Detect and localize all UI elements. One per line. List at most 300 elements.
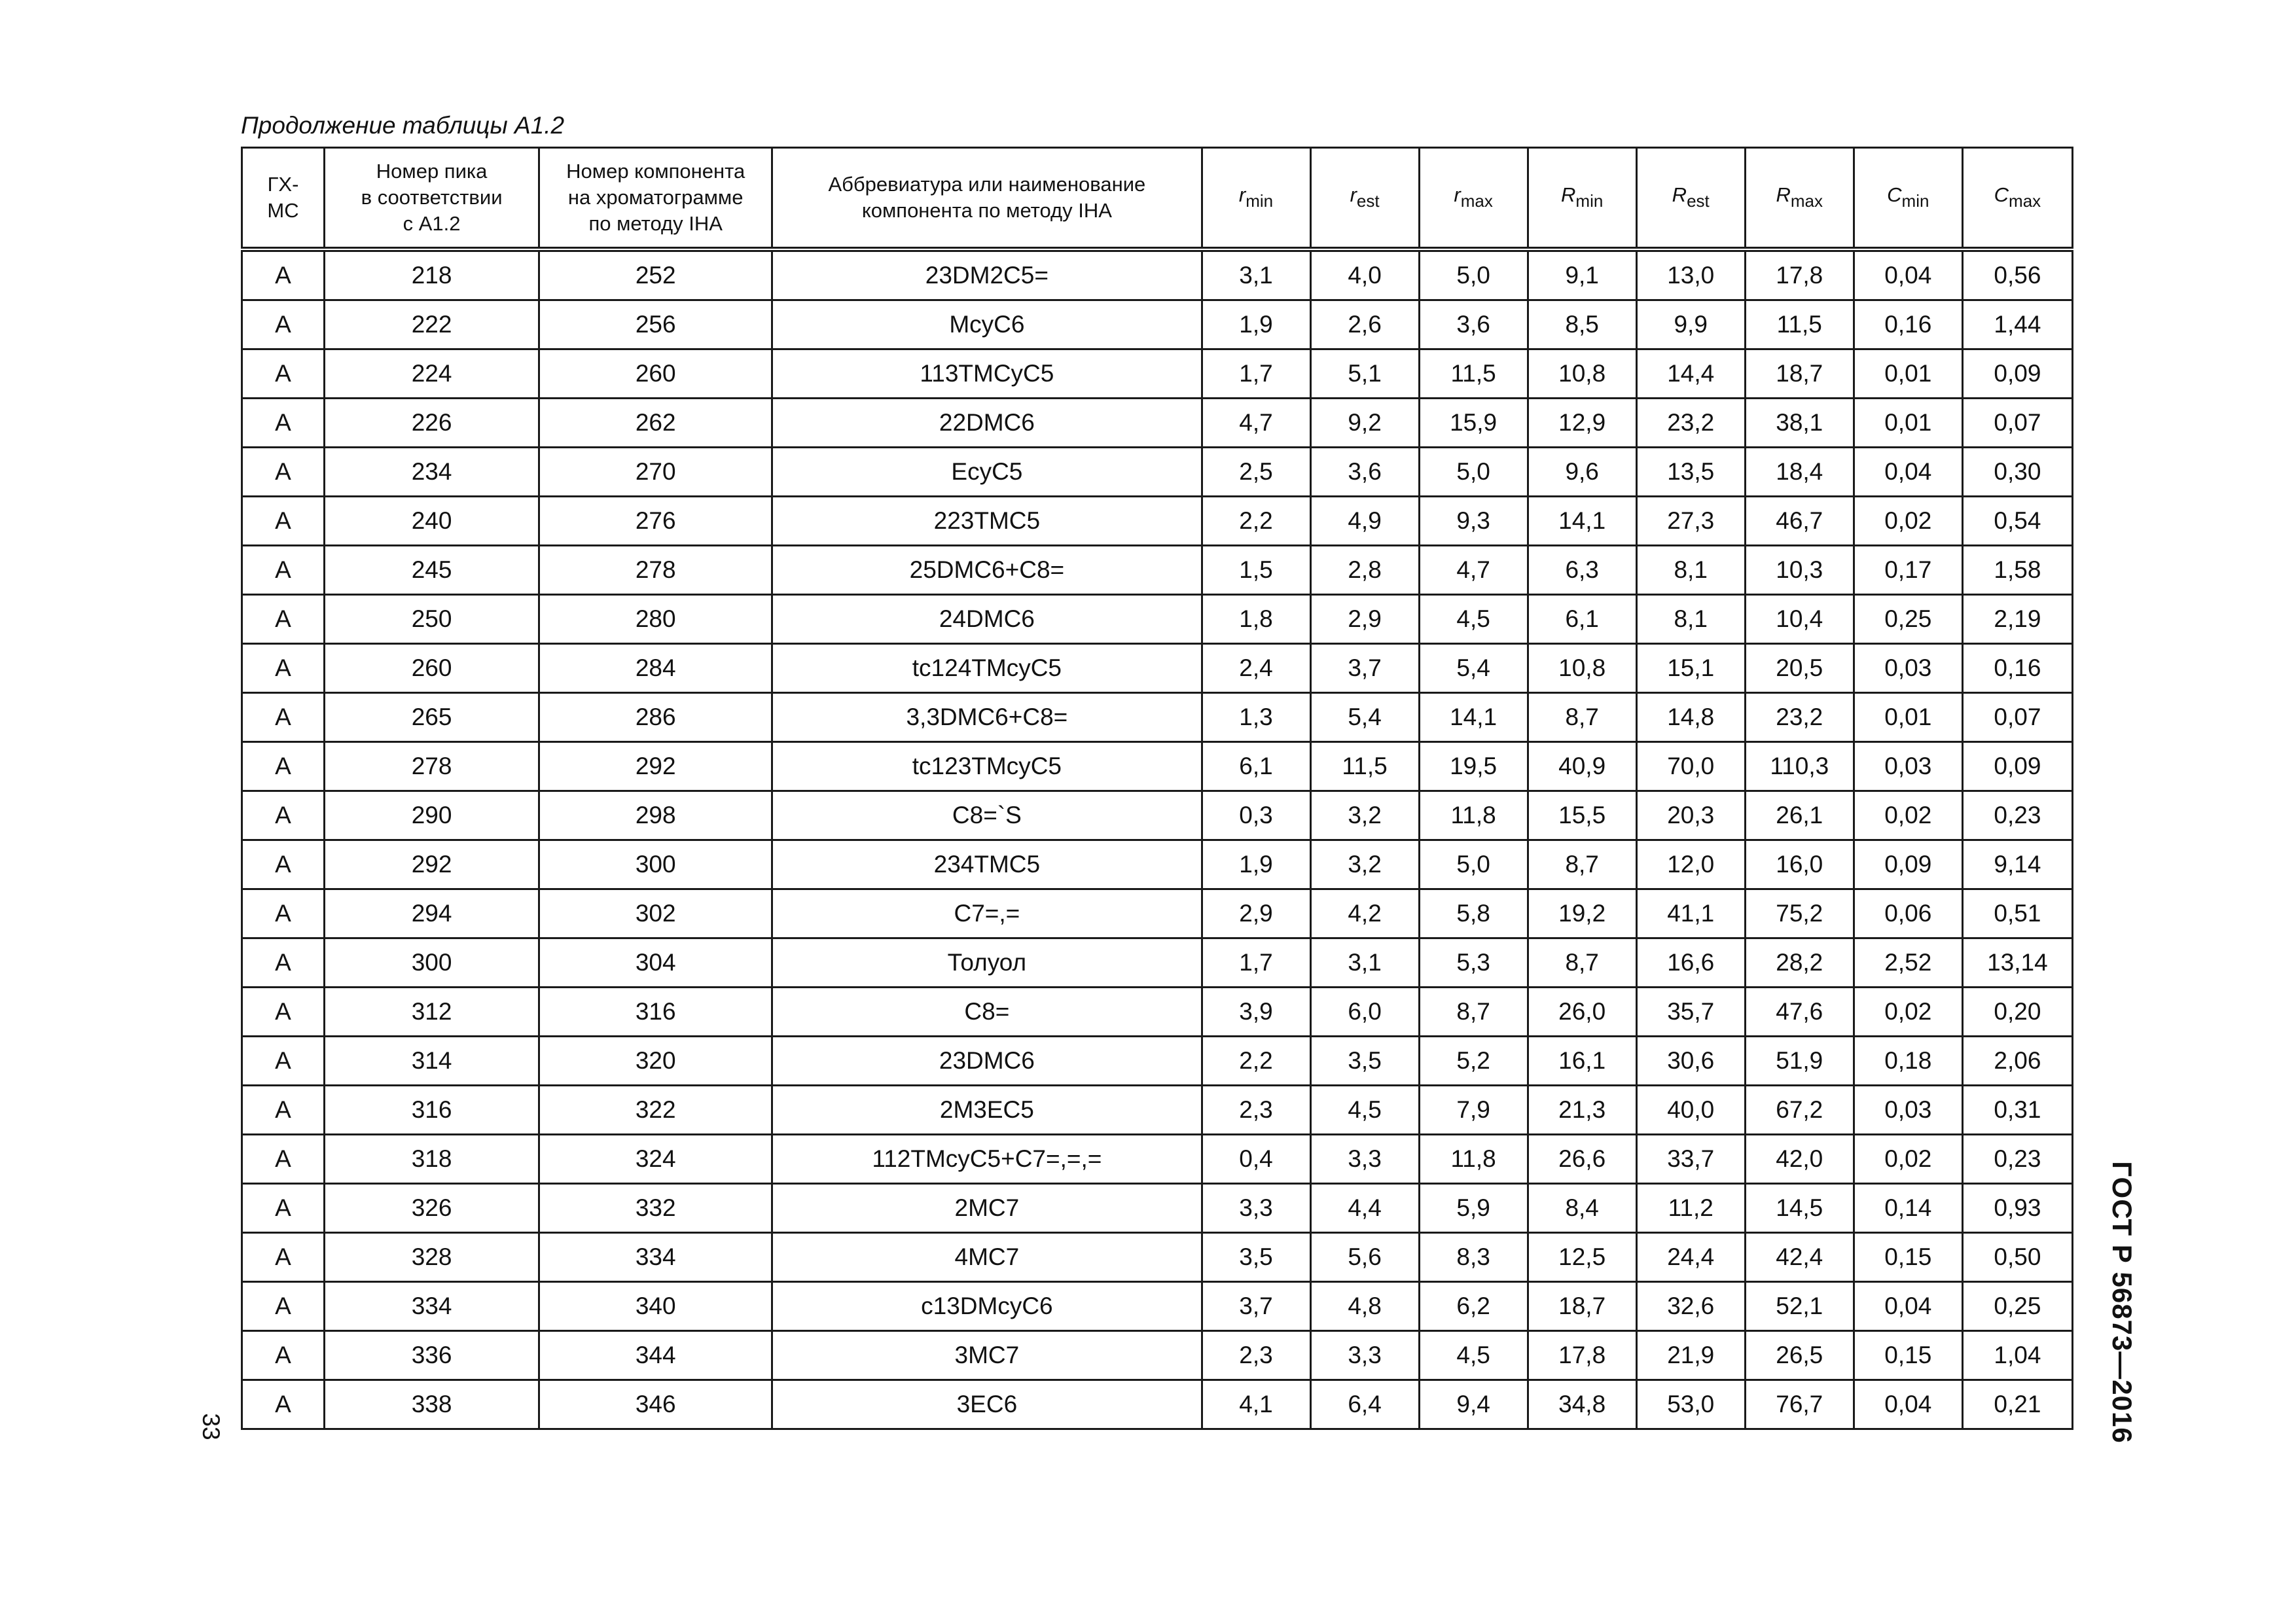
cell-abbreviation: 25DMC6+C8=	[772, 546, 1202, 595]
cell-component-number: 292	[539, 742, 772, 791]
cell-gcms: А	[242, 595, 325, 644]
cell-r-min: 2,5	[1202, 448, 1310, 497]
cell-peak-number: 260	[325, 644, 539, 693]
table-body	[242, 249, 2073, 1429]
cell-R-min: 12,9	[1528, 399, 1636, 448]
table-row	[242, 693, 2073, 742]
cell-r-max: 5,0	[1419, 249, 1528, 300]
cell-r-min: 1,7	[1202, 349, 1310, 399]
cell-peak-number: 338	[325, 1380, 539, 1429]
cell-C-max: 0,31	[1962, 1086, 2072, 1135]
cell-R-max: 110,3	[1745, 742, 1854, 791]
cell-component-number: 262	[539, 399, 772, 448]
cell-abbreviation: 223TMC5	[772, 497, 1202, 546]
cell-R-est: 30,6	[1636, 1037, 1745, 1086]
cell-C-max: 0,23	[1962, 791, 2072, 840]
cell-r-min: 1,8	[1202, 595, 1310, 644]
cell-r-min: 3,9	[1202, 988, 1310, 1037]
cell-R-max: 38,1	[1745, 399, 1854, 448]
cell-C-max: 0,30	[1962, 448, 2072, 497]
table-row	[242, 448, 2073, 497]
cell-r-max: 5,9	[1419, 1184, 1528, 1233]
table-row	[242, 546, 2073, 595]
cell-r-min: 3,3	[1202, 1184, 1310, 1233]
cell-peak-number: 265	[325, 693, 539, 742]
cell-gcms: А	[242, 791, 325, 840]
cell-R-min: 8,7	[1528, 840, 1636, 889]
cell-C-max: 0,50	[1962, 1233, 2072, 1282]
cell-R-max: 51,9	[1745, 1037, 1854, 1086]
cell-R-min: 16,1	[1528, 1037, 1636, 1086]
cell-R-est: 23,2	[1636, 399, 1745, 448]
cell-component-number: 344	[539, 1331, 772, 1380]
table-row	[242, 1233, 2073, 1282]
cell-R-min: 6,1	[1528, 595, 1636, 644]
cell-abbreviation: 4MC7	[772, 1233, 1202, 1282]
cell-r-max: 4,7	[1419, 546, 1528, 595]
cell-peak-number: 234	[325, 448, 539, 497]
cell-abbreviation: 23DM2C5=	[772, 249, 1202, 300]
cell-R-est: 14,8	[1636, 693, 1745, 742]
cell-peak-number: 222	[325, 300, 539, 349]
cell-R-max: 17,8	[1745, 249, 1854, 300]
cell-gcms: А	[242, 1282, 325, 1331]
cell-R-min: 40,9	[1528, 742, 1636, 791]
header-R-min: $R_{min}$	[1528, 148, 1636, 250]
cell-C-max: 0,16	[1962, 644, 2072, 693]
header-gcms: ГХ- МС	[242, 148, 325, 250]
cell-r-est: 4,8	[1310, 1282, 1419, 1331]
cell-r-min: 1,5	[1202, 546, 1310, 595]
cell-R-max: 11,5	[1745, 300, 1854, 349]
cell-r-max: 14,1	[1419, 693, 1528, 742]
cell-abbreviation: 234TMC5	[772, 840, 1202, 889]
header-component-number: Номер компонента на хроматограмме по методу IHA	[539, 148, 772, 250]
cell-component-number: 316	[539, 988, 772, 1037]
cell-R-max: 18,4	[1745, 448, 1854, 497]
cell-component-number: 286	[539, 693, 772, 742]
cell-component-number: 278	[539, 546, 772, 595]
cell-C-max: 0,56	[1962, 249, 2072, 300]
cell-C-max: 0,09	[1962, 742, 2072, 791]
cell-r-min: 0,3	[1202, 791, 1310, 840]
table-row	[242, 349, 2073, 399]
cell-C-min: 2,52	[1854, 938, 1962, 988]
cell-C-min: 0,18	[1854, 1037, 1962, 1086]
cell-r-max: 9,3	[1419, 497, 1528, 546]
cell-R-max: 16,0	[1745, 840, 1854, 889]
cell-r-min: 4,1	[1202, 1380, 1310, 1429]
cell-peak-number: 326	[325, 1184, 539, 1233]
header-peak-number: Номер пика в соответствии с А1.2	[325, 148, 539, 250]
cell-R-min: 34,8	[1528, 1380, 1636, 1429]
cell-R-max: 14,5	[1745, 1184, 1854, 1233]
cell-r-est: 4,9	[1310, 497, 1419, 546]
cell-C-max: 0,25	[1962, 1282, 2072, 1331]
cell-C-min: 0,01	[1854, 399, 1962, 448]
cell-component-number: 260	[539, 349, 772, 399]
cell-R-est: 27,3	[1636, 497, 1745, 546]
cell-gcms: А	[242, 1380, 325, 1429]
cell-r-est: 4,5	[1310, 1086, 1419, 1135]
cell-peak-number: 318	[325, 1135, 539, 1184]
cell-R-min: 10,8	[1528, 644, 1636, 693]
cell-R-est: 53,0	[1636, 1380, 1745, 1429]
cell-R-est: 41,1	[1636, 889, 1745, 938]
cell-gcms: А	[242, 742, 325, 791]
cell-component-number: 340	[539, 1282, 772, 1331]
cell-gcms: А	[242, 988, 325, 1037]
cell-r-max: 8,3	[1419, 1233, 1528, 1282]
cell-R-est: 21,9	[1636, 1331, 1745, 1380]
cell-R-min: 12,5	[1528, 1233, 1636, 1282]
cell-abbreviation: 3EC6	[772, 1380, 1202, 1429]
cell-C-max: 2,19	[1962, 595, 2072, 644]
cell-R-est: 40,0	[1636, 1086, 1745, 1135]
cell-R-min: 9,6	[1528, 448, 1636, 497]
cell-r-max: 5,0	[1419, 840, 1528, 889]
cell-R-min: 15,5	[1528, 791, 1636, 840]
header-r-max: $r_{max}$	[1419, 148, 1528, 250]
cell-peak-number: 334	[325, 1282, 539, 1331]
cell-R-est: 35,7	[1636, 988, 1745, 1037]
cell-peak-number: 224	[325, 349, 539, 399]
cell-C-min: 0,17	[1854, 546, 1962, 595]
cell-peak-number: 245	[325, 546, 539, 595]
cell-peak-number: 278	[325, 742, 539, 791]
cell-component-number: 320	[539, 1037, 772, 1086]
cell-R-max: 23,2	[1745, 693, 1854, 742]
cell-R-max: 46,7	[1745, 497, 1854, 546]
cell-r-max: 15,9	[1419, 399, 1528, 448]
cell-R-est: 8,1	[1636, 546, 1745, 595]
cell-R-max: 26,1	[1745, 791, 1854, 840]
cell-gcms: А	[242, 448, 325, 497]
header-abbreviation: Аббревиатура или наименование компонента по методу IHA	[772, 148, 1202, 250]
cell-r-max: 8,7	[1419, 988, 1528, 1037]
cell-r-max: 11,8	[1419, 791, 1528, 840]
cell-peak-number: 300	[325, 938, 539, 988]
cell-component-number: 284	[539, 644, 772, 693]
cell-R-min: 18,7	[1528, 1282, 1636, 1331]
cell-C-min: 0,09	[1854, 840, 1962, 889]
cell-r-max: 5,8	[1419, 889, 1528, 938]
cell-R-max: 20,5	[1745, 644, 1854, 693]
cell-C-min: 0,14	[1854, 1184, 1962, 1233]
cell-r-est: 4,4	[1310, 1184, 1419, 1233]
cell-r-min: 2,2	[1202, 497, 1310, 546]
cell-C-max: 0,07	[1962, 693, 2072, 742]
table-row	[242, 644, 2073, 693]
cell-R-max: 18,7	[1745, 349, 1854, 399]
cell-gcms: А	[242, 1037, 325, 1086]
cell-component-number: 346	[539, 1380, 772, 1429]
cell-C-min: 0,04	[1854, 249, 1962, 300]
cell-r-min: 1,7	[1202, 938, 1310, 988]
cell-C-min: 0,02	[1854, 1135, 1962, 1184]
cell-R-est: 14,4	[1636, 349, 1745, 399]
cell-r-min: 1,9	[1202, 300, 1310, 349]
table-row	[242, 300, 2073, 349]
cell-gcms: А	[242, 497, 325, 546]
cell-r-est: 3,1	[1310, 938, 1419, 988]
cell-r-max: 19,5	[1419, 742, 1528, 791]
cell-r-min: 2,9	[1202, 889, 1310, 938]
header-row	[242, 148, 2073, 250]
cell-R-max: 10,3	[1745, 546, 1854, 595]
cell-peak-number: 328	[325, 1233, 539, 1282]
cell-r-max: 7,9	[1419, 1086, 1528, 1135]
cell-r-est: 6,4	[1310, 1380, 1419, 1429]
cell-R-est: 9,9	[1636, 300, 1745, 349]
document-designation: ГОСТ Р 56873—2016	[2107, 1161, 2138, 1444]
cell-R-est: 70,0	[1636, 742, 1745, 791]
cell-component-number: 322	[539, 1086, 772, 1135]
cell-component-number: 332	[539, 1184, 772, 1233]
cell-R-min: 8,5	[1528, 300, 1636, 349]
cell-r-est: 5,4	[1310, 693, 1419, 742]
cell-R-est: 16,6	[1636, 938, 1745, 988]
cell-abbreviation: 2MC7	[772, 1184, 1202, 1233]
cell-R-est: 32,6	[1636, 1282, 1745, 1331]
cell-r-min: 4,7	[1202, 399, 1310, 448]
table-row	[242, 889, 2073, 938]
cell-R-max: 42,0	[1745, 1135, 1854, 1184]
cell-r-est: 9,2	[1310, 399, 1419, 448]
cell-abbreviation: 3,3DMC6+C8=	[772, 693, 1202, 742]
cell-gcms: А	[242, 1184, 325, 1233]
data-table	[241, 147, 2073, 1430]
cell-R-min: 6,3	[1528, 546, 1636, 595]
header-r-est: $r_{est}$	[1310, 148, 1419, 250]
table-row	[242, 1086, 2073, 1135]
table-row	[242, 791, 2073, 840]
cell-C-max: 0,20	[1962, 988, 2072, 1037]
cell-R-est: 13,5	[1636, 448, 1745, 497]
cell-r-est: 3,6	[1310, 448, 1419, 497]
cell-C-max: 0,23	[1962, 1135, 2072, 1184]
cell-r-min: 2,3	[1202, 1331, 1310, 1380]
cell-gcms: А	[242, 1135, 325, 1184]
cell-C-min: 0,15	[1854, 1331, 1962, 1380]
cell-r-min: 3,7	[1202, 1282, 1310, 1331]
cell-abbreviation: McyC6	[772, 300, 1202, 349]
cell-C-max: 0,21	[1962, 1380, 2072, 1429]
cell-r-min: 6,1	[1202, 742, 1310, 791]
cell-abbreviation: 2M3EC5	[772, 1086, 1202, 1135]
cell-R-est: 11,2	[1636, 1184, 1745, 1233]
cell-r-est: 2,9	[1310, 595, 1419, 644]
cell-C-min: 0,04	[1854, 448, 1962, 497]
cell-abbreviation: 23DMC6	[772, 1037, 1202, 1086]
cell-R-min: 26,6	[1528, 1135, 1636, 1184]
cell-gcms: А	[242, 889, 325, 938]
cell-gcms: А	[242, 546, 325, 595]
cell-r-est: 3,5	[1310, 1037, 1419, 1086]
cell-r-max: 4,5	[1419, 1331, 1528, 1380]
cell-C-max: 0,51	[1962, 889, 2072, 938]
cell-abbreviation: Толуол	[772, 938, 1202, 988]
table-row	[242, 742, 2073, 791]
table-row	[242, 1331, 2073, 1380]
table-row	[242, 988, 2073, 1037]
cell-component-number: 324	[539, 1135, 772, 1184]
cell-C-min: 0,02	[1854, 791, 1962, 840]
cell-peak-number: 240	[325, 497, 539, 546]
cell-abbreviation: tc124TMcyC5	[772, 644, 1202, 693]
cell-C-min: 0,04	[1854, 1282, 1962, 1331]
cell-r-est: 5,6	[1310, 1233, 1419, 1282]
table-caption: Продолжение таблицы А1.2	[241, 112, 565, 139]
cell-peak-number: 312	[325, 988, 539, 1037]
cell-peak-number: 316	[325, 1086, 539, 1135]
cell-R-min: 10,8	[1528, 349, 1636, 399]
cell-r-max: 11,5	[1419, 349, 1528, 399]
cell-r-max: 5,4	[1419, 644, 1528, 693]
cell-r-est: 3,3	[1310, 1135, 1419, 1184]
table-row	[242, 1184, 2073, 1233]
cell-r-est: 4,2	[1310, 889, 1419, 938]
table-row	[242, 840, 2073, 889]
cell-R-min: 8,4	[1528, 1184, 1636, 1233]
cell-r-est: 4,0	[1310, 249, 1419, 300]
cell-r-est: 3,7	[1310, 644, 1419, 693]
cell-abbreviation: C7=,=	[772, 889, 1202, 938]
cell-r-est: 11,5	[1310, 742, 1419, 791]
header-R-est: $R_{est}$	[1636, 148, 1745, 250]
cell-R-min: 21,3	[1528, 1086, 1636, 1135]
cell-R-max: 28,2	[1745, 938, 1854, 988]
cell-r-max: 5,0	[1419, 448, 1528, 497]
cell-abbreviation: C8=`S	[772, 791, 1202, 840]
cell-peak-number: 292	[325, 840, 539, 889]
cell-r-max: 3,6	[1419, 300, 1528, 349]
cell-gcms: А	[242, 1086, 325, 1135]
cell-r-max: 6,2	[1419, 1282, 1528, 1331]
cell-abbreviation: EcyC5	[772, 448, 1202, 497]
cell-component-number: 280	[539, 595, 772, 644]
cell-gcms: А	[242, 349, 325, 399]
cell-abbreviation: 3MC7	[772, 1331, 1202, 1380]
cell-R-est: 12,0	[1636, 840, 1745, 889]
cell-r-min: 0,4	[1202, 1135, 1310, 1184]
cell-C-max: 0,54	[1962, 497, 2072, 546]
cell-r-est: 3,2	[1310, 840, 1419, 889]
cell-r-max: 4,5	[1419, 595, 1528, 644]
cell-component-number: 298	[539, 791, 772, 840]
cell-component-number: 334	[539, 1233, 772, 1282]
cell-R-max: 42,4	[1745, 1233, 1854, 1282]
cell-gcms: А	[242, 938, 325, 988]
cell-C-min: 0,03	[1854, 742, 1962, 791]
cell-r-min: 3,1	[1202, 249, 1310, 300]
cell-r-min: 2,2	[1202, 1037, 1310, 1086]
cell-r-est: 5,1	[1310, 349, 1419, 399]
cell-abbreviation: tc123TMcyC5	[772, 742, 1202, 791]
table-row	[242, 938, 2073, 988]
cell-R-max: 75,2	[1745, 889, 1854, 938]
table-row	[242, 1135, 2073, 1184]
cell-r-min: 1,3	[1202, 693, 1310, 742]
cell-C-min: 0,03	[1854, 1086, 1962, 1135]
cell-C-min: 0,16	[1854, 300, 1962, 349]
cell-component-number: 302	[539, 889, 772, 938]
table-row	[242, 1037, 2073, 1086]
cell-C-min: 0,01	[1854, 349, 1962, 399]
cell-abbreviation: 112TMcyC5+C7=,=,=	[772, 1135, 1202, 1184]
cell-C-max: 0,09	[1962, 349, 2072, 399]
cell-component-number: 304	[539, 938, 772, 988]
cell-r-est: 3,3	[1310, 1331, 1419, 1380]
header-R-max: $R_{max}$	[1745, 148, 1854, 250]
cell-C-min: 0,03	[1854, 644, 1962, 693]
table-row	[242, 497, 2073, 546]
cell-C-max: 0,93	[1962, 1184, 2072, 1233]
cell-R-min: 14,1	[1528, 497, 1636, 546]
cell-C-min: 0,06	[1854, 889, 1962, 938]
cell-component-number: 270	[539, 448, 772, 497]
cell-r-max: 11,8	[1419, 1135, 1528, 1184]
cell-abbreviation: 22DMC6	[772, 399, 1202, 448]
cell-peak-number: 250	[325, 595, 539, 644]
cell-r-est: 2,8	[1310, 546, 1419, 595]
cell-C-min: 0,02	[1854, 497, 1962, 546]
cell-R-min: 19,2	[1528, 889, 1636, 938]
cell-peak-number: 336	[325, 1331, 539, 1380]
cell-peak-number: 290	[325, 791, 539, 840]
header-r-min: $r_{min}$	[1202, 148, 1310, 250]
cell-peak-number: 314	[325, 1037, 539, 1086]
cell-C-min: 0,25	[1854, 595, 1962, 644]
cell-abbreviation: 24DMC6	[772, 595, 1202, 644]
cell-R-est: 20,3	[1636, 791, 1745, 840]
cell-r-est: 3,2	[1310, 791, 1419, 840]
cell-C-min: 0,04	[1854, 1380, 1962, 1429]
cell-R-min: 17,8	[1528, 1331, 1636, 1380]
cell-R-est: 24,4	[1636, 1233, 1745, 1282]
cell-r-est: 6,0	[1310, 988, 1419, 1037]
cell-R-min: 9,1	[1528, 249, 1636, 300]
cell-peak-number: 226	[325, 399, 539, 448]
cell-R-est: 8,1	[1636, 595, 1745, 644]
cell-R-max: 67,2	[1745, 1086, 1854, 1135]
cell-r-min: 2,4	[1202, 644, 1310, 693]
cell-r-min: 1,9	[1202, 840, 1310, 889]
cell-gcms: А	[242, 840, 325, 889]
table-row	[242, 595, 2073, 644]
cell-r-max: 9,4	[1419, 1380, 1528, 1429]
cell-gcms: А	[242, 399, 325, 448]
cell-R-max: 52,1	[1745, 1282, 1854, 1331]
cell-C-max: 1,58	[1962, 546, 2072, 595]
cell-gcms: А	[242, 300, 325, 349]
cell-peak-number: 218	[325, 249, 539, 300]
cell-R-est: 33,7	[1636, 1135, 1745, 1184]
cell-gcms: А	[242, 249, 325, 300]
cell-R-max: 76,7	[1745, 1380, 1854, 1429]
header-C-max: $C_{max}$	[1962, 148, 2072, 250]
cell-R-max: 47,6	[1745, 988, 1854, 1037]
cell-R-min: 8,7	[1528, 693, 1636, 742]
cell-r-min: 2,3	[1202, 1086, 1310, 1135]
cell-abbreviation: c13DMcyC6	[772, 1282, 1202, 1331]
cell-C-min: 0,01	[1854, 693, 1962, 742]
cell-C-max: 13,14	[1962, 938, 2072, 988]
header-C-min: $C_{min}$	[1854, 148, 1962, 250]
cell-R-min: 26,0	[1528, 988, 1636, 1037]
page-number: 33	[198, 1413, 224, 1440]
cell-r-max: 5,2	[1419, 1037, 1528, 1086]
